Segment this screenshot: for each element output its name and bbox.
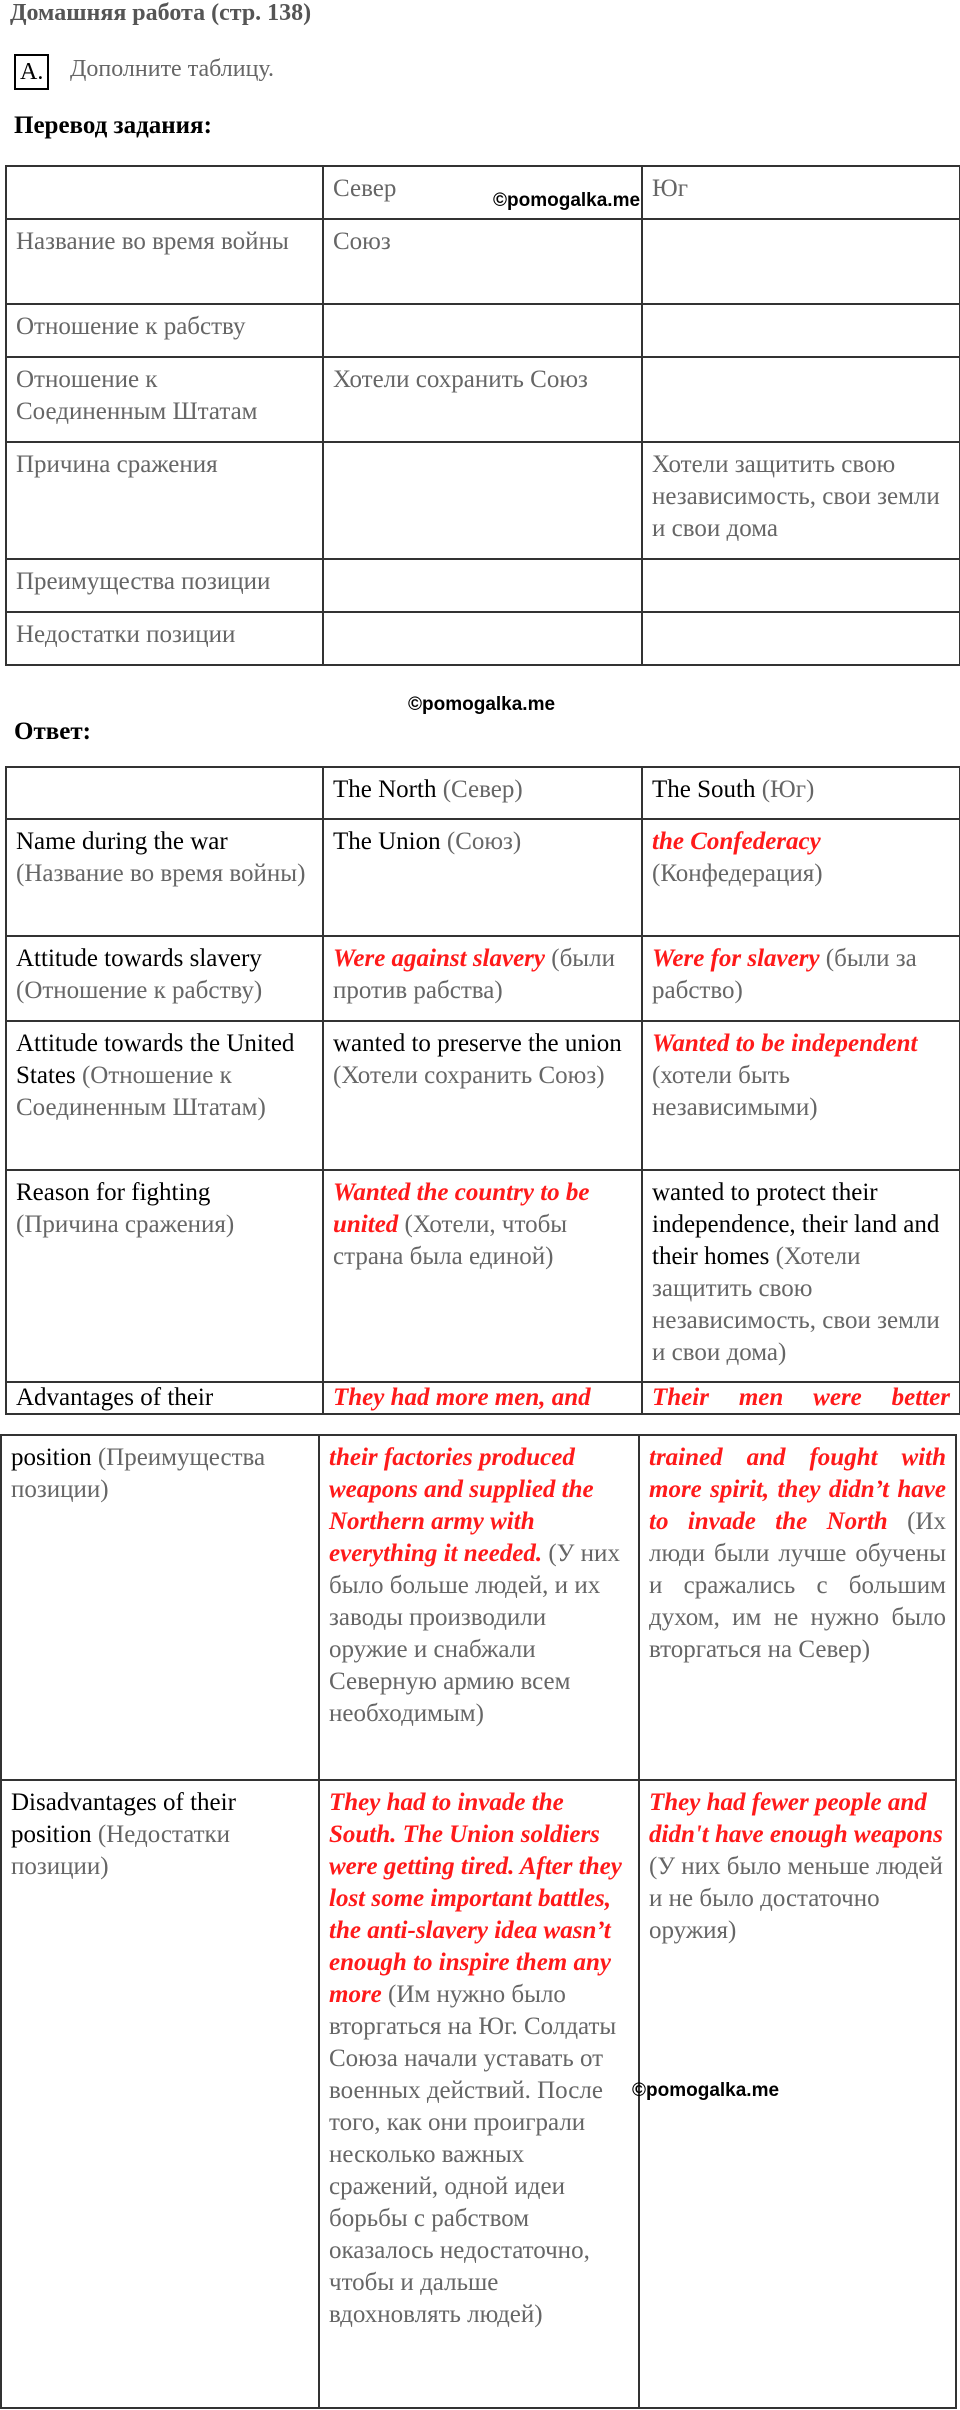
north-ru: (Им нужно было вторгаться на Юг. Солдаты Союза начали уставать от военных действий. После того, как они проиграли несколько важных сражений, одной идеи борьбы с рабством оказалось недостаточно, чтобы и дальше вдохновлять людей)	[329, 1981, 617, 2328]
table-row	[6, 1170, 960, 1382]
label-ru: (Название во время войны)	[16, 860, 306, 887]
row-label: Advantages of their	[6, 1382, 323, 1414]
south-answer: Wanted to be independent	[652, 1030, 918, 1057]
north-cell: Хотели сохранить Союз	[323, 357, 642, 442]
row-label	[6, 936, 323, 1021]
label-en: Attitude towards the United States	[16, 1030, 295, 1089]
north-cell	[319, 1435, 639, 1780]
header-north: Север	[323, 166, 642, 219]
watermark: ©pomogalka.me	[632, 2080, 780, 2101]
header-south: Юг	[642, 166, 960, 219]
table-row	[6, 819, 960, 936]
north-cell: Союз	[323, 219, 642, 304]
south-cell	[642, 1382, 960, 1414]
task-letter: A.	[14, 54, 49, 90]
south-cell	[642, 304, 960, 357]
south-en: wanted to protect their independence, their land and their homes	[652, 1179, 940, 1270]
watermark: ©pomogalka.me	[493, 190, 641, 211]
south-cell	[642, 559, 960, 612]
south-ru: (Хотели защитить свою независимость, свои земли и свои дома)	[652, 1243, 940, 1366]
header-south-en: The South	[652, 776, 756, 803]
south-answer: Their men were better	[652, 1384, 950, 1411]
south-answer: They had fewer people and didn't have enough weapons	[649, 1789, 943, 1848]
north-en: wanted to preserve the union	[333, 1030, 622, 1057]
label-en: position	[11, 1444, 92, 1471]
answer-table	[5, 766, 960, 1415]
table-row	[1, 1780, 956, 2408]
translation-table	[5, 165, 960, 666]
north-cell	[323, 1021, 642, 1170]
north-cell	[323, 1170, 642, 1382]
north-answer: They had to invade the South. The Union soldiers were getting tired. After they lost some important battles, the anti-slavery idea wasn’t enough to inspire them any more	[329, 1789, 622, 2008]
answer-table-continued	[0, 1434, 957, 2409]
task-text: Дополните таблицу.	[70, 56, 275, 82]
label-ru: (Преимущества позиции)	[11, 1444, 266, 1503]
north-ru: (были против рабства)	[333, 945, 615, 1004]
row-label	[6, 1170, 323, 1382]
header-empty-cell	[6, 767, 323, 819]
north-cell	[323, 936, 642, 1021]
south-answer: Were for slavery	[652, 945, 820, 972]
south-cell	[642, 1170, 960, 1382]
north-ru: (У них было больше людей, и их заводы производили оружие и снабжали Северную армию всем необходимым)	[329, 1540, 620, 1727]
table-row	[6, 612, 960, 665]
row-label	[6, 1021, 323, 1170]
row-label: Отношение к рабству	[6, 304, 323, 357]
north-cell	[323, 304, 642, 357]
table-row	[6, 304, 960, 357]
north-ru: (Хотели, чтобы страна была единой)	[333, 1211, 568, 1270]
south-answer: the Confederacy	[652, 828, 821, 855]
south-cell	[642, 819, 960, 936]
header-north-en: The North	[333, 776, 437, 803]
north-answer: their factories produced weapons and supplied the Northern army with everything it needed.	[329, 1444, 594, 1567]
translation-heading: Перевод задания:	[14, 112, 212, 139]
south-ru: (Конфедерация)	[652, 860, 823, 887]
header-empty-cell	[6, 166, 323, 219]
table-row	[6, 1382, 960, 1414]
north-cell	[323, 819, 642, 936]
table-row	[1, 1435, 956, 1780]
south-cell	[642, 357, 960, 442]
table-row	[6, 219, 960, 304]
label-ru: (Причина сражения)	[16, 1211, 235, 1238]
south-cell	[642, 936, 960, 1021]
row-label: Отношение к Соединенным Штатам	[6, 357, 323, 442]
row-label	[1, 1435, 319, 1780]
table-row	[6, 936, 960, 1021]
table-row	[6, 767, 960, 819]
south-cell	[642, 219, 960, 304]
north-ru: (Союз)	[446, 828, 522, 855]
north-answer: They had more men, and	[333, 1384, 591, 1411]
north-answer: Were against slavery	[333, 945, 546, 972]
row-label: Причина сражения	[6, 442, 323, 559]
north-answer: Wanted the country to be united	[333, 1179, 590, 1238]
table-row	[6, 442, 960, 559]
label-en: Reason for fighting	[16, 1179, 211, 1206]
table-row	[6, 559, 960, 612]
north-en: The Union	[333, 828, 441, 855]
label-ru: (Недостатки позиции)	[11, 1821, 231, 1880]
south-cell: Хотели защитить свою независимость, свои земли и свои дома	[642, 442, 960, 559]
south-ru: (были за рабство)	[652, 945, 917, 1004]
row-label: Название во время войны	[6, 219, 323, 304]
north-cell	[323, 612, 642, 665]
north-ru: (Хотели сохранить Союз)	[333, 1062, 605, 1089]
south-ru: (хотели быть независимыми)	[652, 1062, 818, 1121]
page-title: Домашняя работа (стр. 138)	[10, 0, 312, 26]
north-cell	[323, 1382, 642, 1414]
south-cell	[639, 1435, 956, 1780]
label-en: Disadvantages of their position	[11, 1789, 236, 1848]
south-answer: trained and fought with more spirit, they didn’t have to invade the North	[649, 1444, 946, 1535]
header-south-ru: (Юг)	[761, 776, 815, 803]
row-label: Преимущества позиции	[6, 559, 323, 612]
header-south	[642, 767, 960, 819]
north-cell	[319, 1780, 639, 2408]
row-label	[1, 1780, 319, 2408]
north-cell	[323, 559, 642, 612]
row-label	[6, 819, 323, 936]
south-ru: (У них было меньше людей и не было достаточно оружия)	[649, 1853, 943, 1944]
south-cell	[642, 1021, 960, 1170]
header-north-ru: (Север)	[442, 776, 523, 803]
row-label: Недостатки позиции	[6, 612, 323, 665]
watermark: ©pomogalka.me	[408, 694, 556, 715]
table-row	[6, 1021, 960, 1170]
table-row	[6, 357, 960, 442]
header-north	[323, 767, 642, 819]
north-cell	[323, 442, 642, 559]
label-ru: (Отношение к рабству)	[16, 977, 263, 1004]
south-cell	[642, 612, 960, 665]
label-ru: (Отношение к Соединенным Штатам)	[16, 1062, 266, 1121]
label-en: Name during the war	[16, 828, 228, 855]
table-row	[6, 166, 960, 219]
label-en: Attitude towards slavery	[16, 945, 262, 972]
answer-heading: Ответ:	[14, 718, 91, 745]
south-ru: (Их люди были лучше обучены и сражались с большим духом, им не нужно было вторгаться на Север)	[649, 1508, 946, 1663]
